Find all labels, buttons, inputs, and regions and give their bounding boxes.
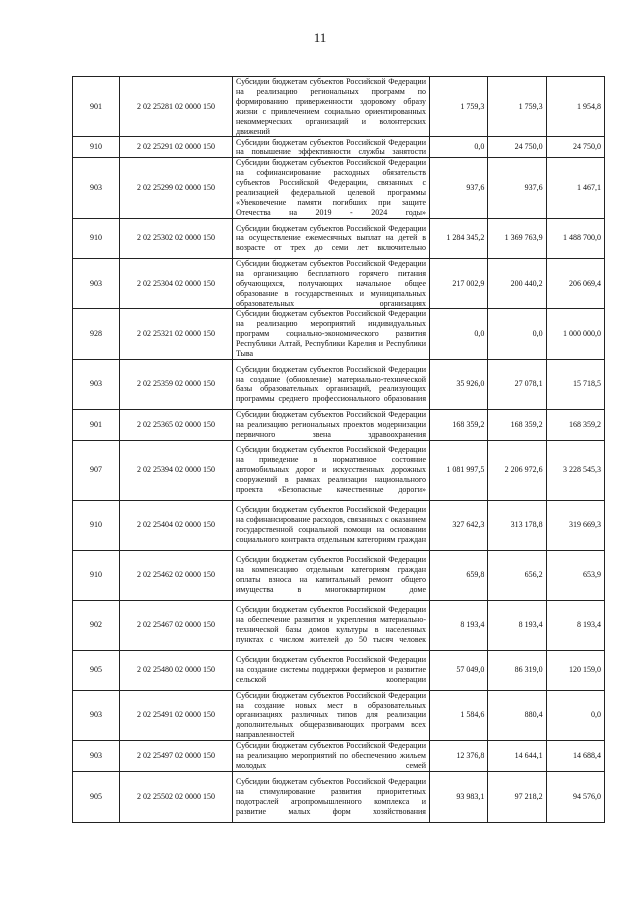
amount-year1-cell: 1 584,6 xyxy=(430,690,488,741)
amount-year2-cell: 880,4 xyxy=(488,690,546,741)
page-number: 11 xyxy=(313,30,327,45)
amount-year2-cell: 200 440,2 xyxy=(488,258,546,309)
admin-code-cell: 910 xyxy=(73,550,120,600)
admin-code-cell: 903 xyxy=(73,359,120,409)
amount-year3-cell: 1 467,1 xyxy=(546,158,604,218)
amount-year1-cell: 12 376,8 xyxy=(430,741,488,772)
budget-code-cell: 2 02 25365 02 0000 150 xyxy=(120,409,233,440)
amount-year2-cell: 86 319,0 xyxy=(488,650,546,690)
amount-year3-cell: 3 228 545,3 xyxy=(546,440,604,500)
amount-year3-cell: 168 359,2 xyxy=(546,409,604,440)
income-name-cell: Субсидии бюджетам субъектов Российской Федерации на реализацию региональных проектов модернизации первичного звена здравоохранения xyxy=(233,409,430,440)
budget-code-cell: 2 02 25480 02 0000 150 xyxy=(120,650,233,690)
budget-code-cell: 2 02 25291 02 0000 150 xyxy=(120,137,233,158)
income-name-cell: Субсидии бюджетам субъектов Российской Федерации на реализацию региональных программ по формированию приверженности здоровому образу жизни с привлечением социально ориентированных некоммерческих организаций и волонтерских движений xyxy=(233,77,430,137)
amount-year2-cell: 1 369 763,9 xyxy=(488,218,546,258)
income-name-cell: Субсидии бюджетам субъектов Российской Федерации на приведение в нормативное состояние автомобильных дорог и искусственных дорожных сооружений в рамках реализации национального проекта «Безопасные качественные дороги» xyxy=(233,440,430,500)
table-row xyxy=(73,258,605,309)
amount-year1-cell: 57 049,0 xyxy=(430,650,488,690)
budget-code-cell: 2 02 25467 02 0000 150 xyxy=(120,600,233,650)
income-name-cell: Субсидии бюджетам субъектов Российской Федерации на реализацию мероприятий по обеспечению жильем молодых семей xyxy=(233,741,430,772)
amount-year3-cell: 24 750,0 xyxy=(546,137,604,158)
income-name-cell: Субсидии бюджетам субъектов Российской Федерации на осуществление ежемесячных выплат на детей в возрасте от трех до семи лет включительно xyxy=(233,218,430,258)
table-row xyxy=(73,158,605,218)
amount-year1-cell: 327 642,3 xyxy=(430,500,488,550)
amount-year1-cell: 0,0 xyxy=(430,137,488,158)
amount-year3-cell: 120 159,0 xyxy=(546,650,604,690)
budget-code-cell: 2 02 25304 02 0000 150 xyxy=(120,258,233,309)
budget-code-cell: 2 02 25404 02 0000 150 xyxy=(120,500,233,550)
amount-year2-cell: 2 206 972,6 xyxy=(488,440,546,500)
income-name-cell: Субсидии бюджетам субъектов Российской Федерации на компенсацию отдельным категориям граждан оплаты взноса на капитальный ремонт общего имущества в многоквартирном доме xyxy=(233,550,430,600)
amount-year1-cell: 1 759,3 xyxy=(430,77,488,137)
table-row xyxy=(73,409,605,440)
table-row xyxy=(73,741,605,772)
income-name-cell: Субсидии бюджетам субъектов Российской Федерации на организацию бесплатного горячего питания обучающихся, получающих начальное общее образование в государственных и муниципальных образовательных организациях xyxy=(233,258,430,309)
budget-code-cell: 2 02 25281 02 0000 150 xyxy=(120,77,233,137)
table-row xyxy=(73,690,605,741)
amount-year1-cell: 93 983,1 xyxy=(430,771,488,822)
amount-year3-cell: 206 069,4 xyxy=(546,258,604,309)
amount-year3-cell: 14 688,4 xyxy=(546,741,604,772)
admin-code-cell: 903 xyxy=(73,258,120,309)
amount-year2-cell: 937,6 xyxy=(488,158,546,218)
income-name-cell: Субсидии бюджетам субъектов Российской Федерации на создание системы поддержки фермеров и развитие сельской кооперации xyxy=(233,650,430,690)
budget-code-cell: 2 02 25491 02 0000 150 xyxy=(120,690,233,741)
amount-year1-cell: 35 926,0 xyxy=(430,359,488,409)
admin-code-cell: 903 xyxy=(73,158,120,218)
amount-year2-cell: 656,2 xyxy=(488,550,546,600)
amount-year1-cell: 659,8 xyxy=(430,550,488,600)
amount-year2-cell: 97 218,2 xyxy=(488,771,546,822)
income-name-cell: Субсидии бюджетам субъектов Российской Федерации на стимулирование развития приоритетных подотраслей агропромышленного комплекса и развитие малых форм хозяйствования xyxy=(233,771,430,822)
amount-year2-cell: 313 178,8 xyxy=(488,500,546,550)
amount-year2-cell: 24 750,0 xyxy=(488,137,546,158)
table-row xyxy=(73,500,605,550)
amount-year2-cell: 8 193,4 xyxy=(488,600,546,650)
amount-year2-cell: 14 644,1 xyxy=(488,741,546,772)
admin-code-cell: 905 xyxy=(73,650,120,690)
budget-code-cell: 2 02 25299 02 0000 150 xyxy=(120,158,233,218)
admin-code-cell: 903 xyxy=(73,741,120,772)
amount-year3-cell: 653,9 xyxy=(546,550,604,600)
admin-code-cell: 905 xyxy=(73,771,120,822)
budget-code-cell: 2 02 25497 02 0000 150 xyxy=(120,741,233,772)
amount-year3-cell: 1 954,8 xyxy=(546,77,604,137)
budget-code-cell: 2 02 25359 02 0000 150 xyxy=(120,359,233,409)
table-row xyxy=(73,650,605,690)
admin-code-cell: 910 xyxy=(73,500,120,550)
table-row xyxy=(73,600,605,650)
income-name-cell: Субсидии бюджетам субъектов Российской Федерации на обеспечение развития и укрепления материально-технической базы домов культуры в населенных пунктах с числом жителей до 50 тысяч человек xyxy=(233,600,430,650)
income-name-cell: Субсидии бюджетам субъектов Российской Федерации на реализацию мероприятий индивидуальных программ социально-экономического развития Республики Алтай, Республики Карелия и Республики Тыва xyxy=(233,309,430,360)
admin-code-cell: 907 xyxy=(73,440,120,500)
admin-code-cell: 928 xyxy=(73,309,120,360)
table-row xyxy=(73,440,605,500)
income-name-cell: Субсидии бюджетам субъектов Российской Федерации на повышение эффективности службы занятости xyxy=(233,137,430,158)
admin-code-cell: 910 xyxy=(73,218,120,258)
budget-table xyxy=(72,76,605,823)
budget-code-cell: 2 02 25394 02 0000 150 xyxy=(120,440,233,500)
table-row xyxy=(73,77,605,137)
income-name-cell: Субсидии бюджетам субъектов Российской Федерации на софинансирование расходных обязательств субъектов Российской Федерации, связанных с реализацией федеральной целевой программы «Увековечение памяти погибших при защите Отечества на 2019 - 2024 годы» xyxy=(233,158,430,218)
table-row xyxy=(73,550,605,600)
admin-code-cell: 902 xyxy=(73,600,120,650)
table-row xyxy=(73,137,605,158)
amount-year3-cell: 94 576,0 xyxy=(546,771,604,822)
budget-code-cell: 2 02 25462 02 0000 150 xyxy=(120,550,233,600)
admin-code-cell: 903 xyxy=(73,690,120,741)
amount-year2-cell: 168 359,2 xyxy=(488,409,546,440)
table-row xyxy=(73,218,605,258)
amount-year3-cell: 1 000 000,0 xyxy=(546,309,604,360)
amount-year1-cell: 1 284 345,2 xyxy=(430,218,488,258)
amount-year3-cell: 0,0 xyxy=(546,690,604,741)
amount-year1-cell: 1 081 997,5 xyxy=(430,440,488,500)
budget-code-cell: 2 02 25302 02 0000 150 xyxy=(120,218,233,258)
table-row xyxy=(73,359,605,409)
amount-year3-cell: 15 718,5 xyxy=(546,359,604,409)
admin-code-cell: 901 xyxy=(73,77,120,137)
amount-year3-cell: 1 488 700,0 xyxy=(546,218,604,258)
amount-year1-cell: 217 002,9 xyxy=(430,258,488,309)
amount-year1-cell: 168 359,2 xyxy=(430,409,488,440)
income-name-cell: Субсидии бюджетам субъектов Российской Федерации на создание (обновление) материально-технической базы образовательных организаций, реализующих программы среднего профессионального образования xyxy=(233,359,430,409)
income-name-cell: Субсидии бюджетам субъектов Российской Федерации на софинансирование расходов, связанных с оказанием государственной социальной помощи на основании социального контракта отдельным категориям граждан xyxy=(233,500,430,550)
admin-code-cell: 901 xyxy=(73,409,120,440)
amount-year3-cell: 8 193,4 xyxy=(546,600,604,650)
amount-year1-cell: 8 193,4 xyxy=(430,600,488,650)
budget-code-cell: 2 02 25502 02 0000 150 xyxy=(120,771,233,822)
amount-year1-cell: 0,0 xyxy=(430,309,488,360)
income-name-cell: Субсидии бюджетам субъектов Российской Федерации на создание новых мест в образовательных организациях различных типов для реализации дополнительных общеразвивающих программ всех направленностей xyxy=(233,690,430,741)
table-row xyxy=(73,309,605,360)
budget-code-cell: 2 02 25321 02 0000 150 xyxy=(120,309,233,360)
amount-year1-cell: 937,6 xyxy=(430,158,488,218)
amount-year2-cell: 1 759,3 xyxy=(488,77,546,137)
table-row xyxy=(73,771,605,822)
amount-year2-cell: 0,0 xyxy=(488,309,546,360)
admin-code-cell: 910 xyxy=(73,137,120,158)
amount-year2-cell: 27 078,1 xyxy=(488,359,546,409)
amount-year3-cell: 319 669,3 xyxy=(546,500,604,550)
